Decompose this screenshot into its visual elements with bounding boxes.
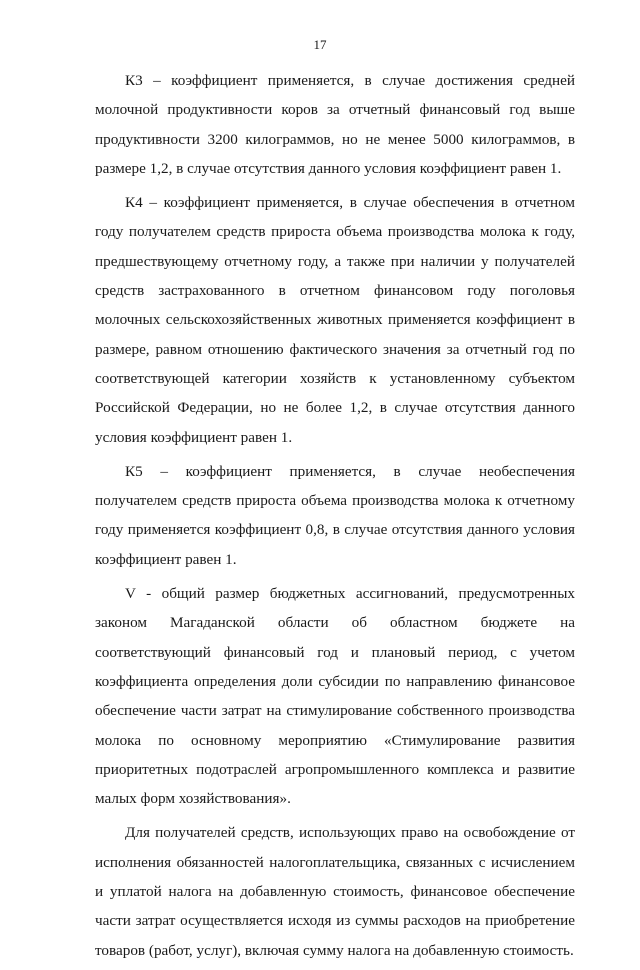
paragraph-k5: К5 – коэффициент применяется, в случае необеспечения получателем средств прироста объема производства молока к отчетному году применяется коэффициент 0,8, в случае отсутствия данного условия коэффициент равен 1. [95,462,575,568]
paragraph-vat: Для получателей средств, использующих право на освобождение от исполнения обязанностей налогоплательщика, связанных с исчислением и уплатой налога на добавленную стоимость, финансовое обеспечение части затрат осуществляется исходя из суммы расходов на приобретение товаров (работ, услуг), включая сумму налога на добавленную стоимость. [95,824,575,959]
document-body [95,66,575,970]
paragraph-k4: К4 – коэффициент применяется, в случае обеспечения в отчетном году получателем средств прироста объема производства молока к году, предшествующему отчетному году, а также при наличии у получателей средств застрахованного в отчетном финансовом году поголовья молочных сельскохозяйственных животных применяется коэффициент в размере, равном отношению фактического значения за отчетный год по соответствующей категории хозяйств к установленному субъектом Российской Федерации, но не более 1,2, в случае отсутствия данного условия коэффициент равен 1. [95,194,575,446]
paragraph-v: V - общий размер бюджетных ассигнований, предусмотренных законом Магаданской области об областном бюджете на соответствующий финансовый год и плановый период, с учетом коэффициента определения доли субсидии по направлению финансовое обеспечение части затрат на стимулирование собственного производства молока по основному мероприятию «Стимулирование развития приоритетных подотраслей агропромышленного комплекса и развитие малых форм хозяйствования». [95,585,575,808]
paragraph-k3: К3 – коэффициент применяется, в случае достижения средней молочной продуктивности коров за отчетный финансовый год выше продуктивности 3200 килограммов, но не менее 5000 килограммов, в размере 1,2, в случае отсутствия данного условия коэффициент равен 1. [95,72,575,177]
page-number: 17 [313,37,327,52]
